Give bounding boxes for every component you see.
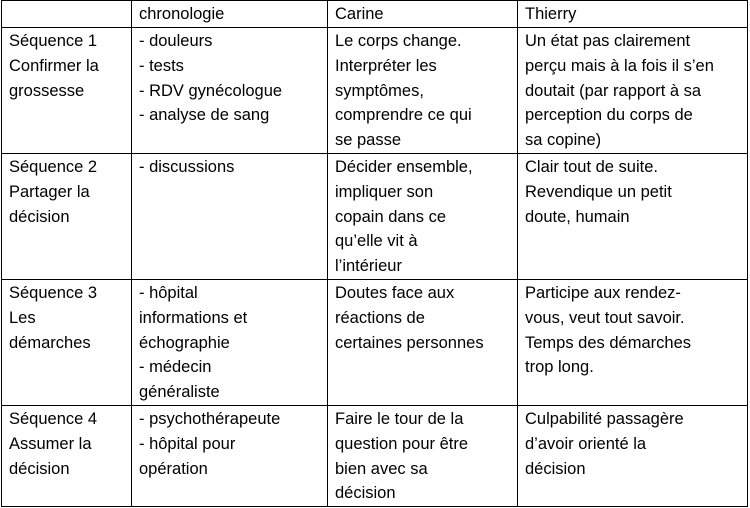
- sequence-cell: Séquence 4 Assumer la décision: [2, 405, 132, 506]
- carine-cell: Faire le tour de la question pour être bien avec sa décision: [328, 405, 518, 506]
- carine-cell: Doutes face aux réactions de certaines personnes: [328, 279, 518, 405]
- table-row: [2, 405, 748, 506]
- table-row: [2, 153, 748, 279]
- sequence-cell: Séquence 1 Confirmer la grossesse: [2, 28, 132, 154]
- thierry-cell: Culpabilité passagère d’avoir orienté la décision: [518, 405, 748, 506]
- chronologie-cell: - hôpital informations et échographie - médecin généraliste: [132, 279, 328, 405]
- header-cell-thierry: Thierry: [518, 1, 748, 28]
- sequence-cell: Séquence 3 Les démarches: [2, 279, 132, 405]
- chronologie-cell: - discussions: [132, 153, 328, 279]
- header-cell-carine: Carine: [328, 1, 518, 28]
- thierry-cell: Participe aux rendez- vous, veut tout savoir. Temps des démarches trop long.: [518, 279, 748, 405]
- sequence-cell: Séquence 2 Partager la décision: [2, 153, 132, 279]
- thierry-cell: Clair tout de suite. Revendique un petit doute, humain: [518, 153, 748, 279]
- carine-cell: Le corps change. Interpréter les symptômes, comprendre ce qui se passe: [328, 28, 518, 154]
- chronologie-cell: - douleurs - tests - RDV gynécologue - analyse de sang: [132, 28, 328, 154]
- carine-cell: Décider ensemble, impliquer son copain dans ce qu’elle vit à l’intérieur: [328, 153, 518, 279]
- thierry-cell: Un état pas clairement perçu mais à la fois il s’en doutait (par rapport à sa perception du corps de sa copine): [518, 28, 748, 154]
- header-row: [2, 1, 748, 28]
- sequence-table: [1, 0, 748, 507]
- table-row: [2, 28, 748, 154]
- table-row: [2, 279, 748, 405]
- header-cell-chronologie: chronologie: [132, 1, 328, 28]
- chronologie-cell: - psychothérapeute - hôpital pour opération: [132, 405, 328, 506]
- header-cell-empty: [2, 1, 132, 28]
